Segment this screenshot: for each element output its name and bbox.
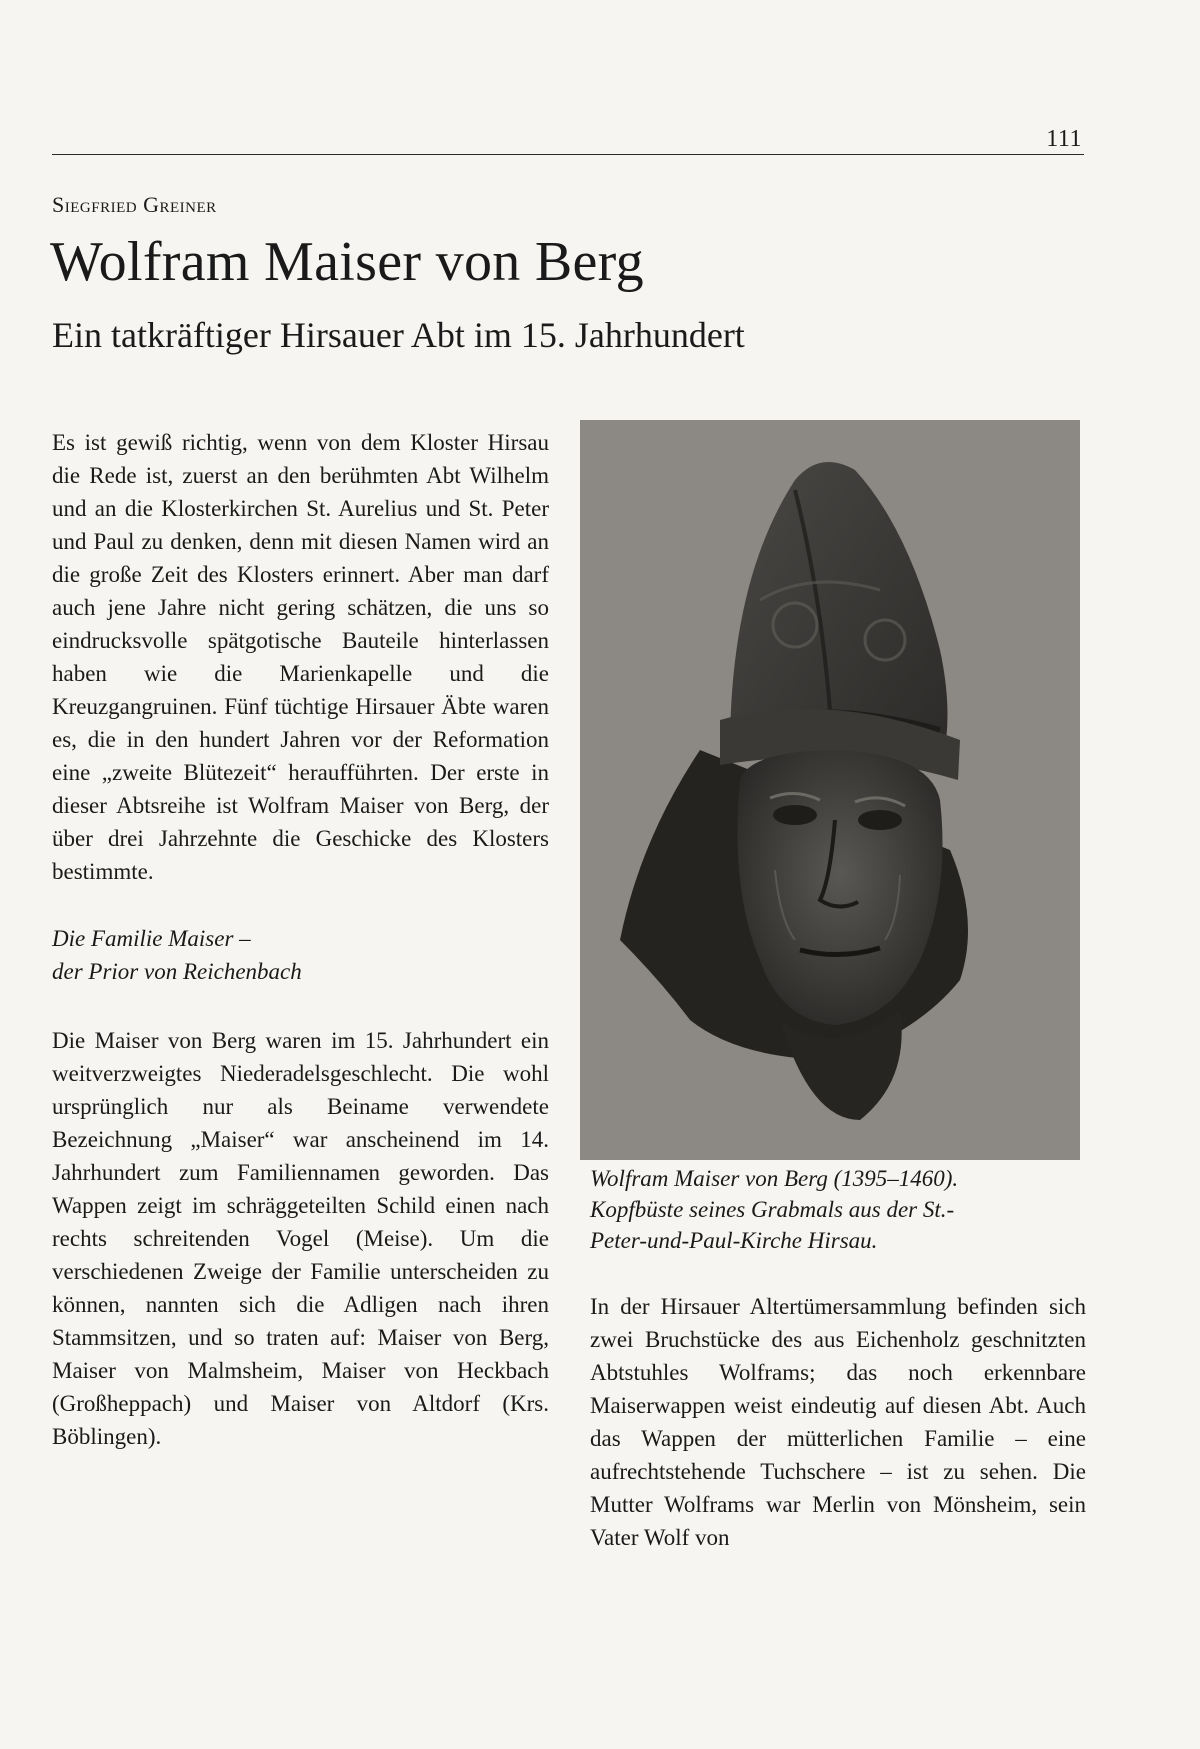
caption-line2: Kopfbüste seines Grabmals aus der St.-	[590, 1197, 955, 1222]
right-column	[590, 1290, 1086, 1554]
article-subtitle: Ein tatkräftiger Hirsauer Abt im 15. Jahrhundert	[52, 315, 745, 355]
intro-paragraph: Es ist gewiß richtig, wenn von dem Kloster Hirsau die Rede ist, zuerst an den berühmten Abt Wilhelm und an die Klosterkirchen St. Aurelius und St. Peter und Paul zu denken, denn mit diesen Namen wird an die große Zeit des Klosters erinnert. Aber man darf auch jene Jahre nicht gering schätzen, die uns so eindrucksvolle spätgotische Bauteile hinterlassen haben wie die Marienkapelle und die Kreuzgangruinen. Fünf tüchtige Hirsauer Äbte waren es, die in den hundert Jahren vor der Reformation eine „zweite Blütezeit“ heraufführten. Der erste in dieser Abtsreihe ist Wolfram Maiser von Berg, der über drei Jahrzehnte die Geschicke des Klosters bestimmte.	[52, 430, 549, 884]
header-rule	[52, 154, 1084, 155]
caption-line1: Wolfram Maiser von Berg (1395–1460).	[590, 1166, 959, 1191]
bust-photo	[580, 420, 1080, 1160]
right-paragraph: In der Hirsauer Altertümersammlung befinden sich zwei Bruchstücke des aus Eichenholz geschnitzten Abtstuhles Wolframs; das noch erkennbare Maiserwappen weist eindeutig auf diesen Abt. Auch das Wappen der mütterlichen Familie – eine aufrechtstehende Tuchschere – ist zu sehen. Die Mutter Wolframs war Merlin von Mönsheim, sein Vater Wolf von	[590, 1294, 1086, 1550]
bust-illustration	[580, 420, 1080, 1160]
section-heading-line1: Die Familie Maiser –	[52, 926, 251, 951]
family-paragraph: Die Maiser von Berg waren im 15. Jahrhundert ein weitverzweigtes Niederadelsgeschlecht. Die wohl ursprünglich nur als Beiname verwendete Bezeichnung „Maiser“ war anscheinend im 14. Jahrhundert zum Familiennamen geworden. Das Wappen zeigt im schräggeteilten Schild einen nach rechts schreitenden Vogel (Meise). Um die verschiedenen Zweige der Familie unterscheiden zu können, nannten sich die Adligen nach ihren Stammsitzen, und so traten auf: Maiser von Berg, Maiser von Malmsheim, Maiser von Heckbach (Großheppach) und Maiser von Altdorf (Krs. Böblingen).	[52, 1028, 549, 1449]
article-title: Wolfram Maiser von Berg	[50, 231, 644, 293]
left-column	[52, 426, 549, 1453]
figure-caption	[590, 1163, 1086, 1256]
author-name: Siegfried Greiner	[52, 192, 217, 217]
section-heading	[52, 922, 549, 988]
page-number: 111	[1046, 126, 1082, 152]
section-heading-line2: der Prior von Reichenbach	[52, 959, 302, 984]
caption-line3: Peter-und-Paul-Kirche Hirsau.	[590, 1228, 878, 1253]
